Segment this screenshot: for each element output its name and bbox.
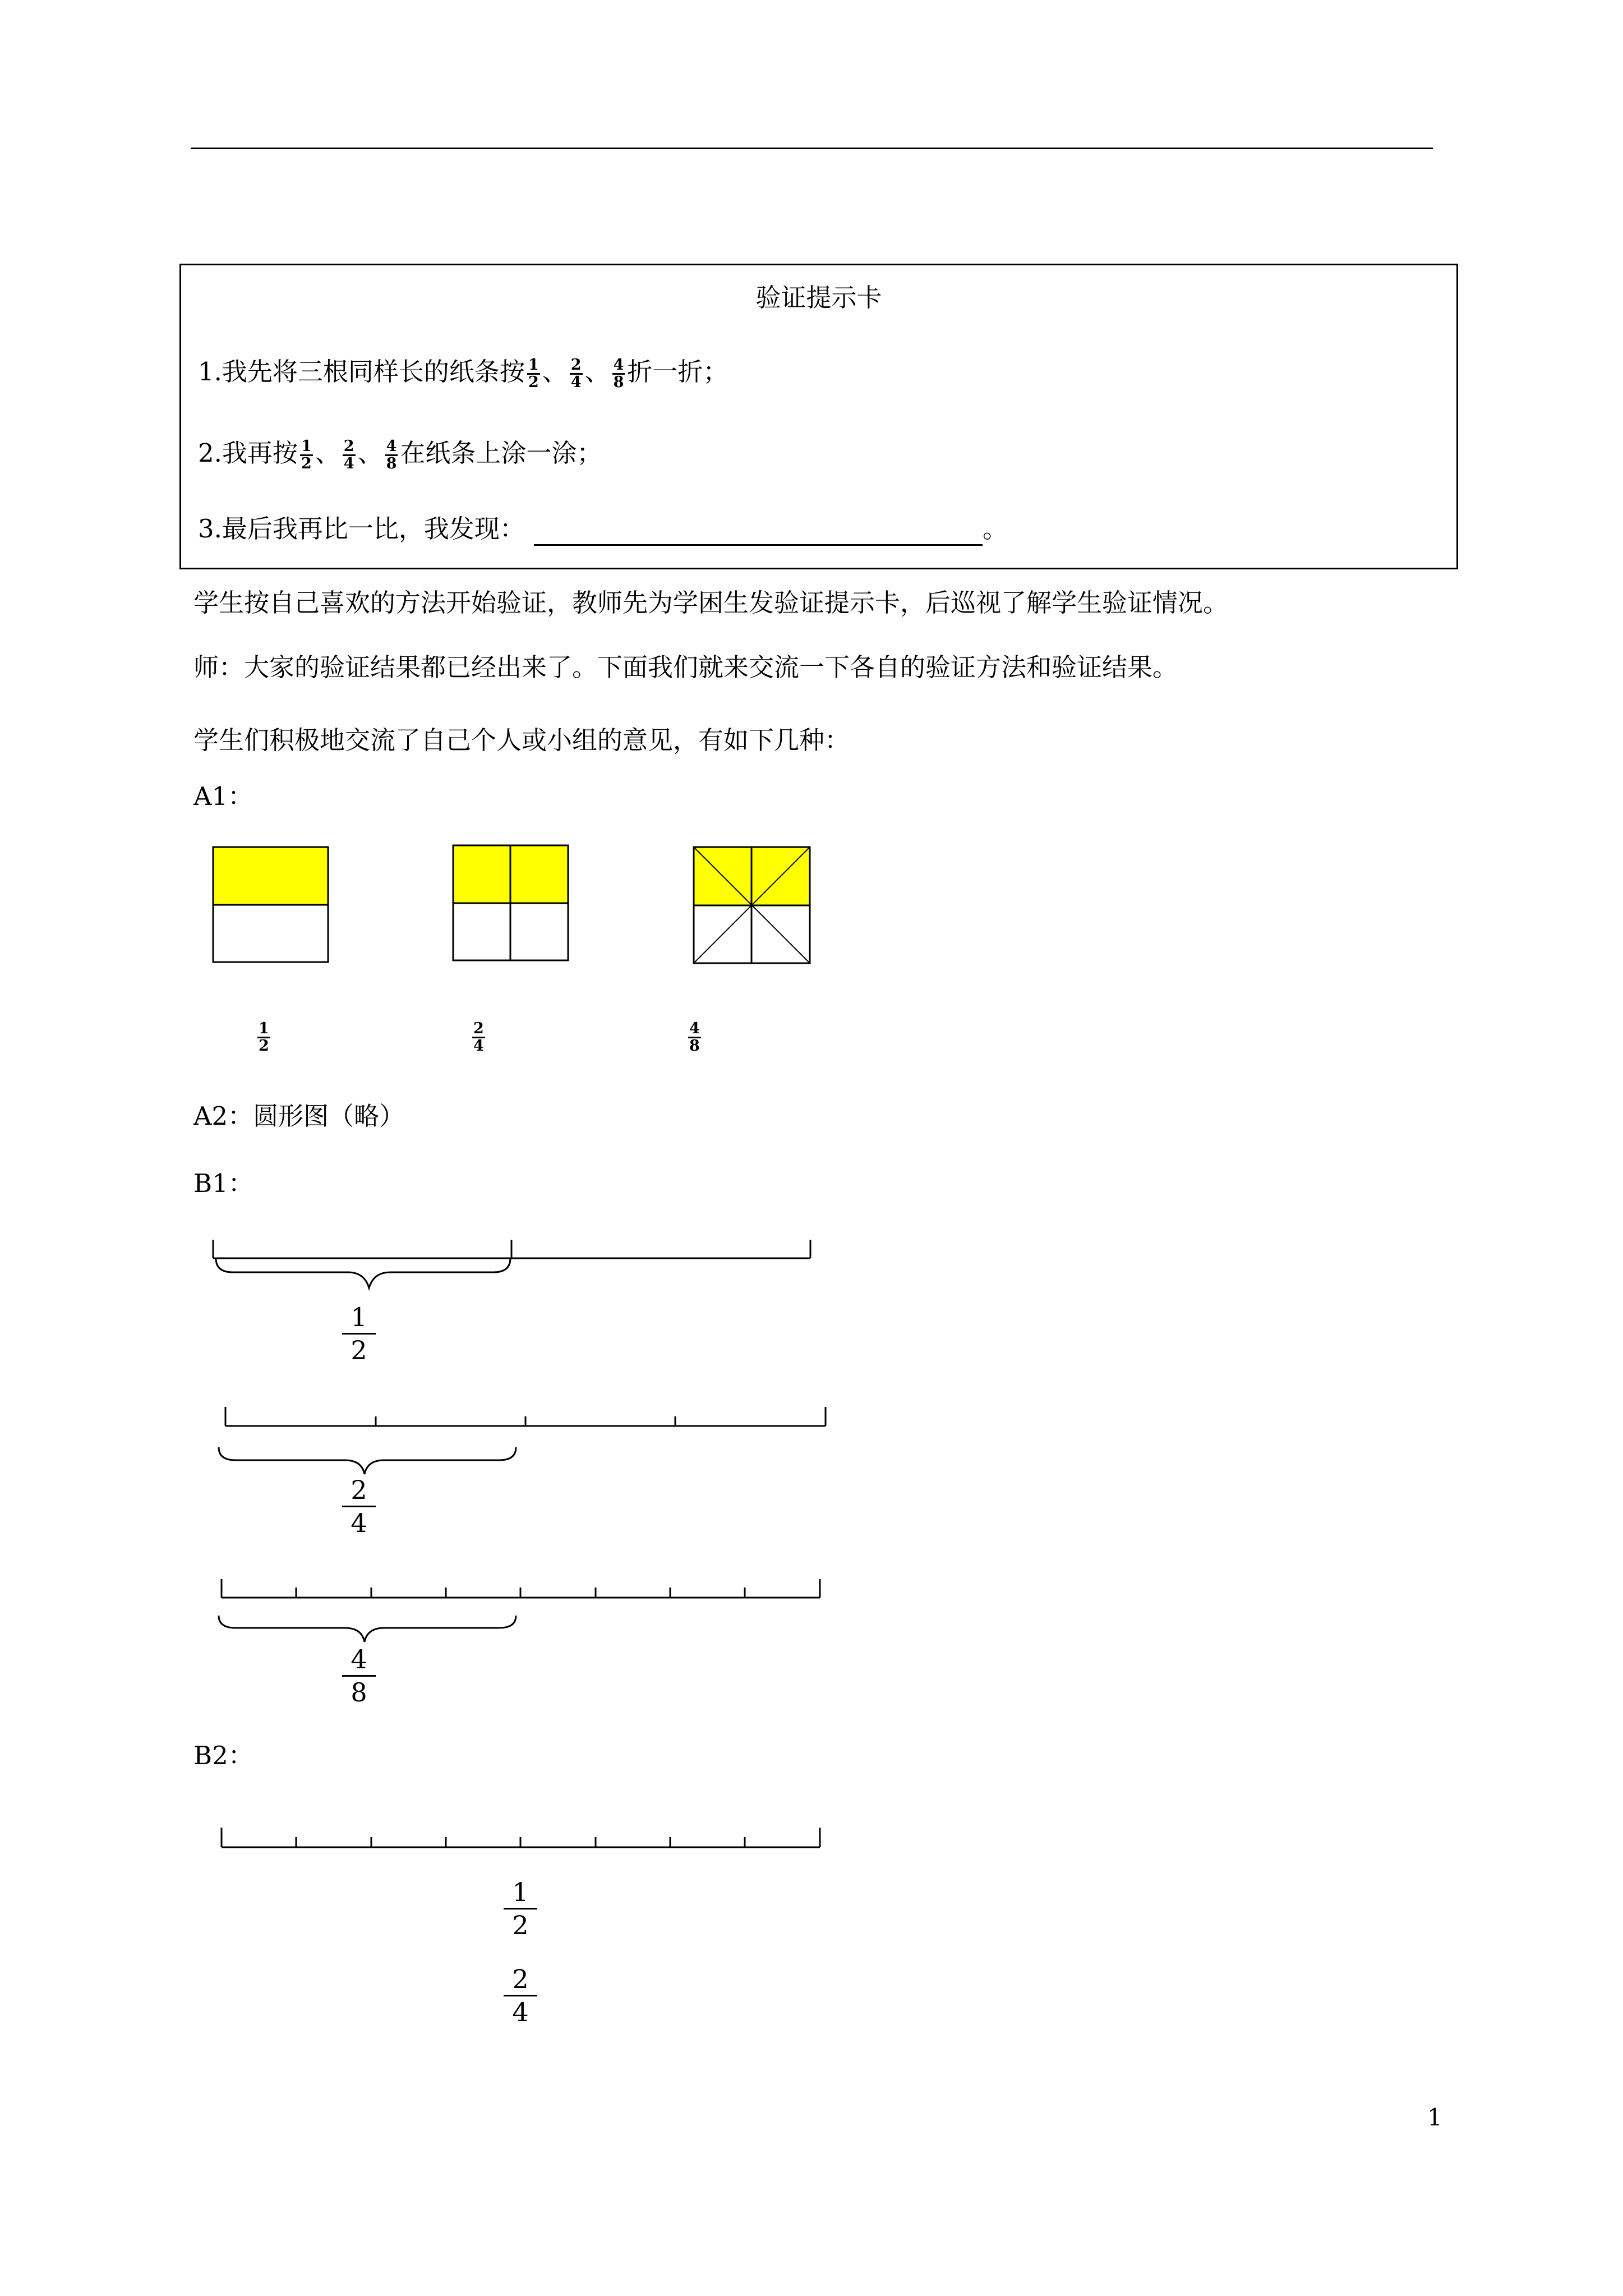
page-number: 1 — [1427, 2104, 1442, 2131]
a1-square-eighths — [694, 847, 810, 963]
a1-square-quarters — [453, 845, 568, 960]
separator: 、 — [315, 438, 340, 468]
b2-segment — [0, 1795, 1623, 1862]
paragraph-1: 学生按自己喜欢的方法开始验证，教师先为学困生发验证提示卡，后巡视了解学生验证情况。 — [193, 588, 1229, 618]
a1-fraction-4-8: $\frac{4}{8}$ — [689, 1020, 700, 1055]
fraction-2-4: $\frac{2}{4}$ — [343, 438, 354, 472]
b1-fraction-2-4: 2 4 — [342, 1474, 376, 1539]
card-step-3-end: 。 — [982, 514, 1008, 544]
b1-label: B1： — [193, 1168, 253, 1198]
card-step-2-suffix: 在纸条上涂一涂； — [400, 438, 602, 468]
a2-label: A2：圆形图（略） — [193, 1101, 405, 1131]
separator: 、 — [357, 438, 383, 468]
card-step-1-text: 1.我先将三根同样长的纸条按 — [198, 357, 525, 386]
b1-segment-quarters — [219, 1407, 826, 1474]
b2-fraction-2-4: 2 4 — [504, 1963, 537, 2028]
fraction-2-4: $\frac{2}{4}$ — [570, 356, 582, 391]
b1-segment-halves — [213, 1240, 810, 1288]
card-step-3-text: 3.最后我再比一比，我发现： — [198, 514, 525, 544]
b1-segment-eighths — [219, 1579, 820, 1642]
a1-label: A1： — [193, 781, 253, 811]
b1-fraction-1-2: 1 2 — [342, 1301, 376, 1366]
a1-fraction-2-4: $\frac{2}{4}$ — [473, 1020, 484, 1055]
card-step-2-text: 2.我再按 — [198, 438, 298, 468]
fraction-4-8: $\frac{4}{8}$ — [613, 356, 624, 391]
card-title: 验证提示卡 — [755, 283, 882, 312]
paragraph-2: 师：大家的验证结果都已经出来了。下面我们就来交流一下各自的验证方法和验证结果。 — [193, 652, 1178, 682]
fraction-1-2: $\frac{1}{2}$ — [301, 438, 312, 472]
b2-fraction-1-2: 1 2 — [504, 1876, 537, 1941]
b1-fraction-4-8: 4 8 — [342, 1644, 376, 1708]
separator: 、 — [542, 357, 568, 386]
fraction-1-2: $\frac{1}{2}$ — [528, 356, 539, 391]
a1-fraction-1-2: $\frac{1}{2}$ — [259, 1020, 269, 1055]
a1-square-halves — [213, 847, 328, 962]
a1-diagrams — [0, 0, 1623, 1122]
b1-segments — [0, 1206, 1623, 1683]
card-step-1-suffix: 折一折； — [627, 357, 728, 386]
paragraph-3: 学生们积极地交流了自己个人或小组的意见，有如下几种： — [193, 725, 850, 755]
b2-label: B2： — [193, 1741, 253, 1770]
fraction-4-8: $\frac{4}{8}$ — [386, 438, 397, 472]
separator: 、 — [584, 357, 610, 386]
